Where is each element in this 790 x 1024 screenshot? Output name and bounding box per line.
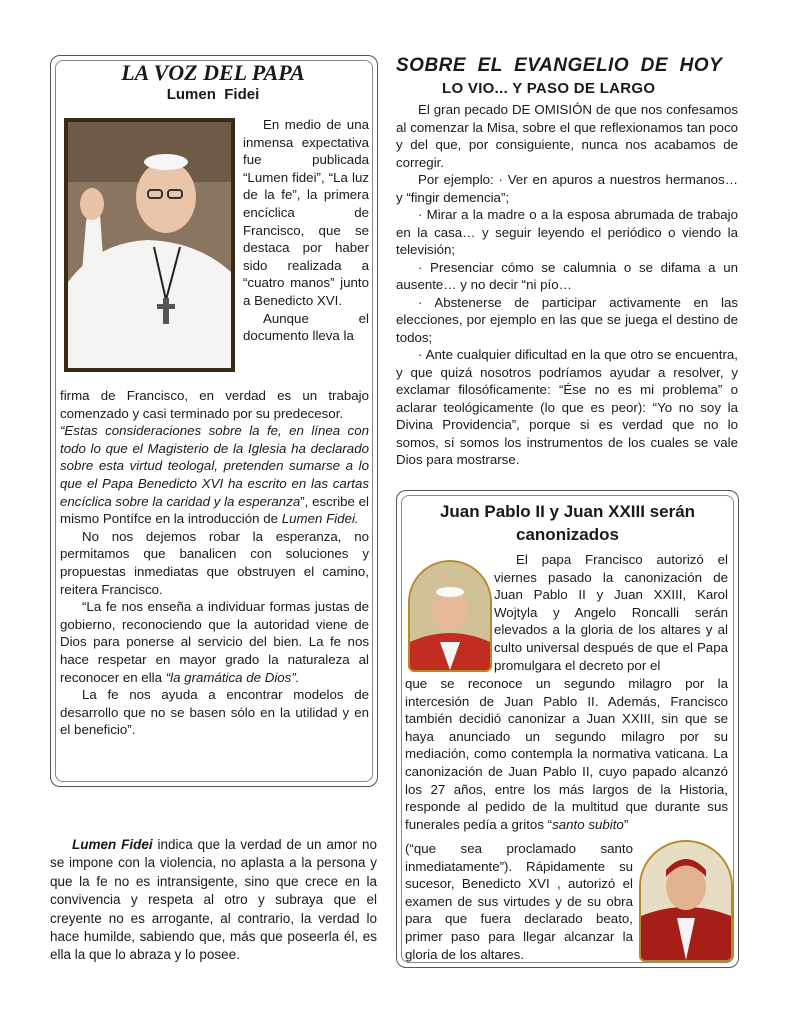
- right-p2: Por ejemplo: · Ver en apuros a nuestros hermanos… y “fingir demencia”;: [396, 172, 738, 205]
- canon-text-b-close: ”: [623, 816, 629, 832]
- canon-text-b-body: [405, 675, 728, 833]
- john-paul-ii-illustration: [410, 562, 490, 670]
- pope-francis-illustration: [68, 122, 231, 368]
- right-p6: · Ante cualquier dificultad en la que otro se encuentra, y que quizá nosotros podríamos ayudar a resolver, y exclamar filosóficamente: “Ése no es mi problema” o aclarar teológicamente (lo que es peor): “Yo no soy la Divina Providencia”, porque si es verdad que no lo somos, sí somos los instrumentos de los cuales se vale Dios para mostrarse.: [396, 347, 738, 467]
- left-intro-text: En medio de una inmensa expectativa fue publicada “Lumen fidei”, “La luz de la fe”, la primera encíclica de Francisco, que se destaca por haber sido realizada a “cuatro manos” junto a Benedicto XVI.: [243, 117, 369, 308]
- canon-text-b: [405, 675, 728, 833]
- canon-title-line1: Juan Pablo II y Juan XXIII serán: [439, 502, 696, 521]
- left-intro-text-2: Aunque el documento lleva la: [243, 310, 369, 344]
- left-para2: No nos dejemos robar la esperanza, no permitamos que banalicen con soluciones y propuestas inmediatas que obstruyen el camino, reitera Francisco.: [60, 528, 369, 597]
- left-title: LA VOZ DEL PAPA: [121, 60, 305, 85]
- canon-text-a-body: El papa Francisco autorizó el viernes pasado la canonización de Juan Pablo II y Juan XXIII, Karol Wojtyla y Angelo Roncalli serán elevados a la gloria de los altares y al culto universal después de que el Papa promulgara el decreto por el: [494, 552, 728, 673]
- right-p1: El gran pecado DE OMISIÓN de que nos confesamos al comenzar la Misa, sobre el que reflexionamos tan poco y del que, por consiguiente, nunca nos acabamos de corregir.: [396, 102, 738, 170]
- left-para4: La fe nos ayuda a encontrar modelos de desarrollo que no se basen sólo en la utilidad y en el beneficio”.: [60, 687, 369, 738]
- left-para3-text: “La fe nos enseña a individuar formas justas de gobierno, reconociendo que la autoridad viene de Dios para ponerse al servicio del bien. La fe nos hace respetar en mayor grado la naturaleza al reconocer en ella: [60, 599, 369, 685]
- canon-text-c-body: (“que sea proclamado santo inmediatamente”). Rápidamente su sucesor, Benedicto XVI , autorizó el examen de sus virtudes y de su obra para que fuera declarado beato, primer paso para llegar alcanzar la gloria de los altares.: [405, 841, 633, 962]
- left-quote: [60, 422, 369, 528]
- left-para1-cont: firma de Francisco, en verdad es un trabajo comenzado y casi terminado por su predecesor.: [60, 388, 369, 421]
- left-bottom-paragraph: [50, 836, 377, 965]
- right-subtitle: LO VIO... Y PASO DE LARGO: [442, 80, 656, 97]
- right-title: SOBRE EL EVANGELIO DE HOY: [396, 55, 723, 76]
- right-p5: · Abstenerse de participar activamente en las elecciones, por ejemplo en las que se juega el destino de todos;: [396, 294, 738, 345]
- right-p4: · Presenciar cómo se calumnia o se difama a un ausente… y no decir “ni pío…: [396, 259, 738, 292]
- left-quote-after: ”, escribe el mismo Pontífce en la introducción de: [60, 493, 369, 527]
- left-bottom-text: [50, 836, 377, 965]
- left-quote-after-italic: Lumen Fidei.: [281, 511, 359, 527]
- left-para3: [60, 598, 369, 686]
- john-xxiii-photo: [639, 840, 733, 962]
- pope-francis-photo: [64, 118, 235, 372]
- left-body: [60, 387, 369, 739]
- santo-subito-italic: santo subito: [552, 816, 624, 832]
- lumen-fidei-bold: Lumen Fidei: [72, 837, 153, 852]
- right-p3: · Mirar a la madre o a la esposa abrumada de trabajo en la casa… y seguir leyendo el periódico o viendo la televisión;: [396, 207, 738, 257]
- canon-title-line2: canonizados: [516, 525, 619, 544]
- canon-text-b-main: que se reconoce un segundo milagro por la intercesión de Juan Pablo II. Además, Francisco también decidió canonizar a Juan XXIII, sin que se haya anunciado un segundo milagro por su mediación, como contempla la normativa vaticana. La canonización de Juan Pablo II, cuyo papado alcanzó los 27 años, entre los más largos de la Historia, responde al pedido de la multitud que durante sus funerales pedía a gritos “: [405, 676, 728, 832]
- john-xxiii-illustration: [641, 842, 731, 960]
- left-para3-italic: “la gramática de Dios”.: [165, 669, 300, 685]
- canon-text-a: [494, 551, 728, 674]
- john-paul-ii-photo: [408, 560, 492, 672]
- left-quote-italic: “Estas consideraciones sobre la fe, en línea con todo lo que el Magisterio de la Iglesia ha declarado sobre esta virtud teologal, pretenden sumarse a lo que el Papa Benedicto XVI ha escrito en las cartas encíclica sobre la caridad y la esperanza: [60, 423, 369, 509]
- left-bottom-body: indica que la verdad de un amor no se impone con la violencia, no aplasta a la persona y que la fe no es intransigente, sino que crece en la convivencia y respeta al otro y subraya que el creyente no es arrogante, al contrario, la verdad lo hace humilde, sabiendo que, más que poseerla él, es ella la que lo abraza y lo posee.: [50, 837, 377, 963]
- right-body: [396, 101, 738, 469]
- left-intro-beside-photo: [243, 116, 369, 345]
- canon-text-c: [405, 840, 633, 963]
- left-subtitle: Lumen Fidei: [166, 86, 260, 103]
